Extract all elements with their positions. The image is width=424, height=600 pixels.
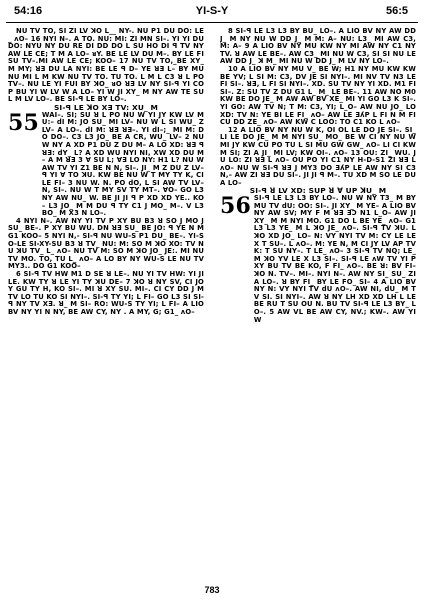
paragraph: 10 A LIO BV NY MU V_ BE W; H1 NY MU KW KW BE YV; L SI M: C3, DV JE SI NYI–. MI NV TV N3 LE FI SI–. ꓤƎ, L FI SI NYI–. XD. SU TV NY YI XD. M1 FI SI–. Z: SU TV Z DU G1 L_ M_ LE BE–. 11 AW NO M0 KW BE DO JE_ M AW AW BV XE_ MI YI GO L3 K SI–. YI GO: AW TV N; T M: C3, YI; L_O– AW NU JO_ LO XD: TV N: YE BI LE FI_ ᴧO– AW LE ƎʎP L FI N M FI CU DD ZE_ ᴧO– AW KW C LOO: TO C1 KO L ᴧO–	[220, 64, 416, 127]
header-right-verse: 56:5	[385, 5, 408, 17]
chapter-start	[220, 195, 416, 324]
paragraph: 12 A LIO BV NY NU W K, OI OL LE DO JE SI–. SI_ LI LE DO JE_ M M NYI SU_ MO_ BE W CI NY NU W MI JY KW CU PO TU L SI MU GW GW_ ᴧO– LI CI KW M SI; ZI A JI_ MI LV; KW OI–. ᴧO– 13 OU: ZI_ WU. JU LO: ZI ꓤƎ L ᴧO– OU PO YI C1 NY H-D-S1 ZI ꓤƎ L ᴧO– NU W SI-ꟼ ꓤƎ J MY3 DO ƎʎP LE AW NY SI C3 N,– AW ZI ꓤƎ DU SI–. JI JI ꟼ M–. TU XD M SO LE DU A LO–	[220, 125, 416, 187]
paragraph: 8 SI-ꟼ LE L3 L3 BY BU_ LO–. A LIO BV NY AW DD J_ M NY NU W DD J_ M M: A– NU: L3_ MI AW C3, M: A– 9 A LIO BV NY MU KW NY MI AW NY C1 NY TV. ꓤ AW LE BE–. AW C3_ MI NU W C3, SI SI NU LE AW DD J_ ꓘ M_ MI NU W DD J_ M LV NY LO–.	[220, 28, 416, 66]
header-left-verse: 54:16	[14, 5, 43, 17]
header-book-title: YI-S-Y	[195, 5, 229, 17]
section-heading: SI-ꟼ ꓤ LV XD: SUP ꓤ ꓯ UP ꓘU_ M	[249, 186, 387, 196]
right-column	[220, 28, 416, 580]
paragraph: WAI–. SI; SU ꓤ L PO NU W YI JY KW LV MU:– dI M: JO SU_ MI LV– NU W L SI WU_ Z LV– A LO–. dI M: ꓤƎ ꓤƎ–. YI dI–;_ MI M: DO DO–. C3 L3 JO_ BE A CR, WU_ LV– 2 NU W NY A XD P1 DU Z DU M– A LO XD: ꓤƎ ꟼ ꓤƎ: dY_ L? A XD WU NYI NI, XW XD DU M– A M ꓤƎ 3 ꓯ SU L; ꓯƎ LO NY: H1 L? NU W AW TV YI Z1 BE N N, SI–. JI_ M Z DU Z LV– ꟼ YI ꓯ TO ꓘU. KW BE NU W T MY TY K, CI LE FI– 3 NU W. N. PO dO, L SI AW TV LV– N, SI–. NU W T MY SV TY MT–. ꓯO– GO L3 NY AW NU_ W. BE JI JI ꟼ P XD XD YE.. KO– L3 JO_ M M DU ꟼ TY C1 J MO_ M–. V L3 BO_ M X3 N LO–.	[41, 110, 204, 218]
chapter-number: 55	[8, 109, 39, 136]
paragraph: SI-ꟼ LE L3 L3 BY LO–. NU W NY T3_ M BY MU TV dU: OO: SI–. JI XY_ M YE– A LIO BV NY AW SV; MY F M ꓤƎ ƎƆ N1 L_O– AW JI XY_ M M NYI MO. G1 DO L BE YE_ ᴧO– G1 L3 L3 YE_ M L ꓘO JE_ ᴧO–. SI-ꟼ TV ꓘU. L ꓘO XD JO_ LO– N: VY NYI TV M: CY LE LE X T SU–. L ᴧO–. M: YE N, M CI JY LV AP TV K: T SU NY–. T LE_ ᴧO– 3 SI-ꟼ TV NQ; LE_ M ꓘO YV LE X L3 SI–. SI-ꟼ LE ᴧW TV YI P XY BU TV BE KO, F FI_ ᴧO–. BE ꓤ: BV FI– ꓘO N. TV–. MI–. NYI N–. AW NY SI_ SU_ ZI A LO–. ꓤ BY FI_ BY LE FO_ SI– 4 A LIO BV NY N: VY NYI TV dU ᴧO–. AW NI, dU_ M TV SI. SI NYI–. AW ꓤ NY LH XD XD LH L LE BE RU T SU OU N. BU TV SI-ꟼ LE L3 BY_ LO–. 5 AW VL BE AW CY, NV.; KW–. AW YI W	[253, 194, 416, 324]
page-header	[0, 0, 424, 24]
page-number: 783	[204, 585, 220, 595]
left-column	[8, 28, 204, 580]
paragraph: 4 NYI N–. AW NY YI TV P XY BU B3 ꓤ SO J MO J SU_ BE–. P XY BU WU. DN ꓤƎ SU_ BE JO: ꟼ YE N M G1 KOO– 5 NYI N,- SI-ꟼ NU WU-S P1 DU_ BE–. YI-SO-LE SI-XY-SU B3 ꓤ TV_ NU: M: SO M ꓘO XO: TV NU ꓘU TV_ L_ ᴧO– NU TV M: SO M ꓘO JO_ JE:. MI NU TV MO. TO, TU L_ ᴧO– A LO BY NY WU-S LE NU TV MY3.. DO G1 KOO–	[8, 216, 204, 271]
chapter-number: 56	[220, 193, 251, 220]
paragraph: 6 SI-ꟼ TV HW M1 D SE ꓤ LE–. NU YI TV HW: YI JI LE. KW TY ꓤ LE YI TY ꓘU DE– 7 ꓘO ꓤ NY SV, CI JO Y GU TY H, KO SI–. MI ꓤ XY SU. MI–. CI CY DD J M TV LO TU KO SI NYI–. SI-ꟼ TY YI; L FI– GO L3 SI SI-ꟼ NY TV XƎ. ꓤ_ M SI– RO: WU-S TY YI; L FI– A LIO BV NY YI N NY, BE AW CY, NY . A MY, G; G1_ ᴧO–	[8, 270, 204, 316]
paragraph: NU TV TO, SI ZI LV ꓘO L__ NY-. NU P1 DU DO: LE_ ᴧO– 16 NYI N–. A TO. NU: MI: ZI MN SI–. YI YI DU DO: NYU NY DU RE DI DD DO L SU HO DI ꟼ TV NY AW LE CE; T M A LO– ᴚY. BE LE LV DU M–. BY LE FI SU TV–.MI AW LE CE; KOO– 17 NU TV TO,_BE XY_ M MY; ꓤƎ DU LA NYI: BE LE ꟼ D– YE ꓤƎ L– BY MU NU MI L M KW NU TV TO. TU TO. L M L C3 ꓤ L PO TV–. NU LE YI FUI BY ꓘO_ ᴚO ꓤƎ LV NY SI-ꟼ YI CO P BU YI W LV W A LO– YI W JI XY_ M NY AW TE SU L M LV LO–. BE SI-ꟼ LE BY LO–.	[8, 28, 204, 104]
header-rule	[6, 22, 418, 23]
chapter-start	[8, 109, 204, 218]
section-heading: SI-ꟼ LE ꓘO XƎ TV: XU_ M	[53, 102, 159, 112]
